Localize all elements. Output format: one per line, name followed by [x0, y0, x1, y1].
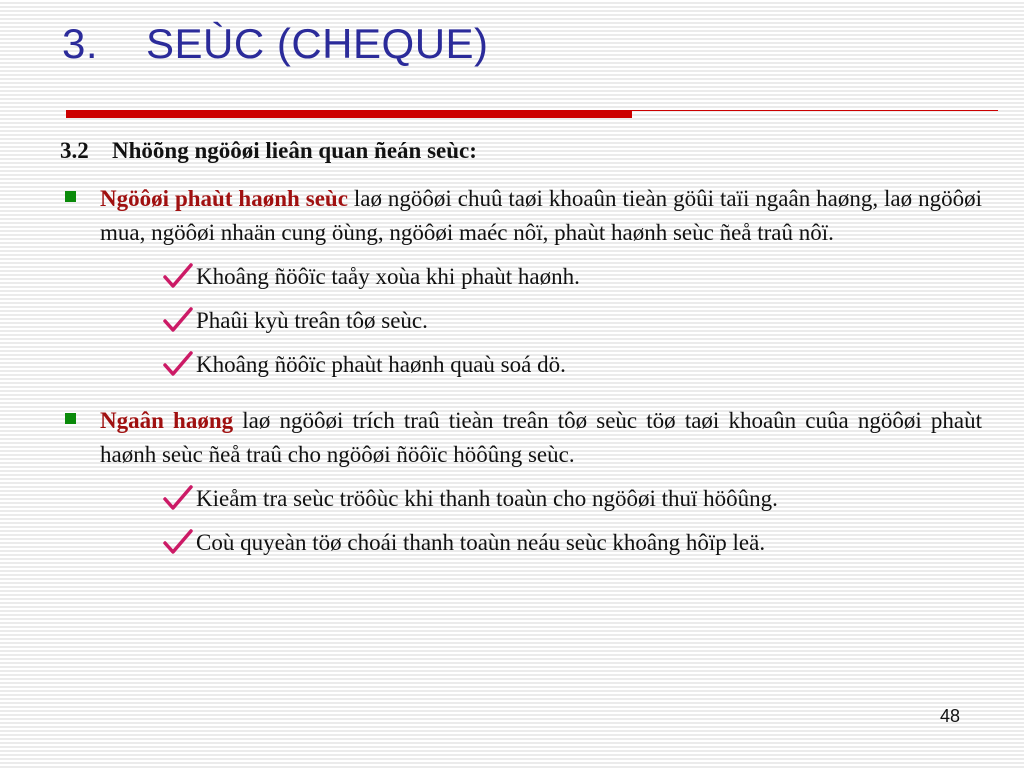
sub-item [60, 526, 982, 560]
sub-item [60, 482, 982, 516]
subheading [60, 134, 982, 168]
square-bullet-icon [65, 413, 76, 424]
bullet-term: Ngöôøi phaùt haønh seùc [100, 186, 348, 211]
subheading-text: Nhöõng ngöôøi lieân quan ñeán seùc: [112, 138, 477, 163]
sub-item-text: Kieåm tra seùc tröôùc khi thanh toaùn cho ngöôøi thuï höôûng. [196, 486, 778, 511]
bullet-term: Ngaân haøng [100, 408, 234, 433]
checkmark-icon [162, 350, 194, 378]
sub-item [60, 304, 982, 338]
checkmark-icon [162, 262, 194, 290]
sub-item-text: Khoâng ñöôïc taåy xoùa khi phaùt haønh. [196, 264, 580, 289]
title-number: 3. [62, 20, 99, 67]
title-rule-thick [66, 110, 632, 118]
checkmark-icon [162, 306, 194, 334]
bullet-text: laø ngöôøi chuû taøi khoaûn tieàn göûi taïi ngaân haøng, laø ngöôøi mua, ngöôøi nhaän cung öùng, ngöôøi maéc nôï, phaùt haønh seùc ñeå traû nôï. [100, 186, 982, 245]
sub-item-text: Phaûi kyù treân tôø seùc. [196, 308, 428, 333]
bullet-item [60, 182, 982, 250]
sub-item-text: Coù quyeàn töø choái thanh toaùn neáu seùc khoâng hôïp leä. [196, 530, 766, 555]
slide-title [62, 20, 489, 68]
subheading-number: 3.2 [60, 138, 89, 163]
checkmark-icon [162, 528, 194, 556]
bullet-text: laø ngöôøi trích traû tieàn treân tôø seùc töø taøi khoaûn cuûa ngöôøi phaùt haønh seùc ñeå traû cho ngöôøi ñöôïc höôûng seùc. [100, 408, 983, 467]
sub-item [60, 348, 982, 382]
checkmark-icon [162, 484, 194, 512]
page-number: 48 [940, 706, 961, 726]
bullet-item [60, 404, 982, 472]
square-bullet-icon [65, 191, 76, 202]
sub-item [60, 260, 982, 294]
title-rule-thin [632, 110, 998, 111]
title-text: SEÙC (CHEQUE) [146, 20, 489, 67]
sub-item-text: Khoâng ñöôïc phaùt haønh quaù soá dö. [196, 352, 566, 377]
slide-content [60, 134, 982, 560]
